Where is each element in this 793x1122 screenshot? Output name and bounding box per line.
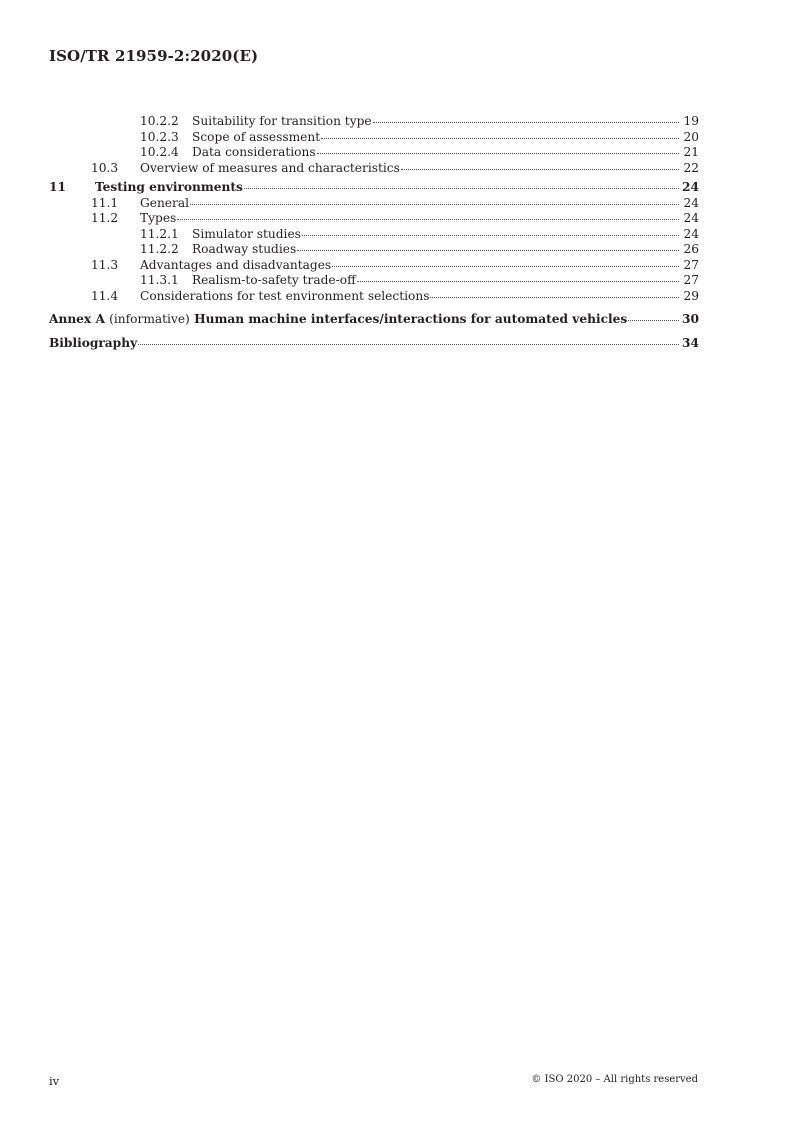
annex-qualifier: (informative): [109, 312, 190, 326]
dot-leader: [190, 204, 679, 205]
toc-entry-page: 24: [682, 180, 699, 194]
toc-entry-page: 24: [683, 195, 699, 210]
toc-entry-number: 10.2.3: [140, 129, 179, 144]
dot-leader: [357, 281, 679, 282]
toc-entry-title: Roadway studies: [192, 242, 297, 256]
toc-entry-title: Considerations for test environment selections: [140, 288, 430, 303]
dot-leader: [401, 169, 679, 170]
dot-leader: [244, 188, 679, 189]
footer-copyright: © ISO 2020 – All rights reserved: [531, 1074, 698, 1085]
toc-entry-number: 10.2.2: [140, 114, 179, 128]
toc-entry-page: 26: [683, 242, 699, 256]
toc-entry-title: Simulator studies: [192, 226, 301, 241]
toc-entry-number: 11.2.2: [140, 242, 179, 256]
toc-entry-11[interactable]: [49, 180, 699, 196]
toc-entry-11-2-2[interactable]: [49, 242, 699, 258]
annex-title: Human machine interfaces/interactions for automated vehicles: [194, 312, 628, 326]
toc-entry-title: Testing environments: [95, 180, 243, 194]
toc-entry-10-2-2[interactable]: [49, 114, 699, 130]
dot-leader: [373, 122, 679, 123]
dot-leader: [302, 235, 679, 236]
toc-entry-11-4[interactable]: [49, 289, 699, 305]
table-of-contents: [49, 114, 699, 351]
toc-entry-10-2-3[interactable]: [49, 130, 699, 146]
toc-entry-number: 11.2: [91, 211, 119, 225]
toc-entry-page: 19: [683, 114, 699, 128]
toc-entry-title: Realism-to-safety trade-off: [192, 273, 356, 287]
toc-entry-page: 27: [683, 257, 699, 272]
toc-entry-page: 20: [683, 129, 699, 144]
toc-entry-title: Scope of assessment: [192, 129, 321, 144]
bibliography-title: Bibliography: [49, 335, 138, 350]
dot-leader: [430, 297, 679, 298]
dot-leader: [628, 320, 679, 321]
toc-entry-page: 24: [683, 211, 699, 225]
dot-leader: [138, 344, 679, 345]
toc-entry-number: 11.1: [91, 195, 119, 210]
toc-entry-11-2-1[interactable]: [49, 227, 699, 243]
toc-entry-11-2[interactable]: [49, 211, 699, 227]
dot-leader: [321, 138, 679, 139]
toc-entry-number: 11.2.1: [140, 226, 179, 241]
dot-leader: [177, 219, 679, 220]
dot-leader: [297, 250, 679, 251]
toc-entry-number: 11.4: [91, 288, 119, 303]
toc-entry-title: General: [140, 195, 189, 210]
toc-entry-page: 21: [683, 145, 699, 159]
toc-entry-title: Overview of measures and characteristics: [140, 160, 400, 175]
dot-leader: [332, 266, 679, 267]
toc-entry-page: 22: [683, 160, 699, 175]
toc-entry-bibliography[interactable]: [49, 336, 699, 352]
toc-entry-page: 29: [683, 288, 699, 303]
toc-entry-page: 34: [682, 335, 699, 350]
toc-entry-number: 11: [49, 180, 66, 194]
toc-entry-title: Data considerations: [192, 145, 316, 159]
footer-page-number: iv: [49, 1074, 60, 1088]
document-header: ISO/TR 21959-2:2020(E): [49, 47, 259, 65]
toc-entry-number: 11.3: [91, 257, 119, 272]
toc-entry-page: 24: [683, 226, 699, 241]
toc-entry-10-3[interactable]: [49, 161, 699, 177]
toc-entry-title: Suitability for transition type: [192, 114, 372, 128]
toc-entry-11-1[interactable]: [49, 196, 699, 212]
toc-entry-number: 10.3: [91, 160, 119, 175]
annex-label: Annex A: [49, 312, 105, 326]
dot-leader: [317, 153, 679, 154]
toc-entry-title: Types: [140, 211, 177, 225]
toc-entry-11-3[interactable]: [49, 258, 699, 274]
toc-entry-page: 27: [683, 273, 699, 287]
toc-entry-11-3-1[interactable]: [49, 273, 699, 289]
toc-entry-number: 10.2.4: [140, 145, 179, 159]
toc-entry-annex-a[interactable]: [49, 312, 699, 328]
toc-entry-10-2-4[interactable]: [49, 145, 699, 161]
toc-entry-number: 11.3.1: [140, 273, 179, 287]
toc-entry-title: Advantages and disadvantages: [140, 257, 332, 272]
toc-entry-page: 30: [682, 312, 699, 326]
